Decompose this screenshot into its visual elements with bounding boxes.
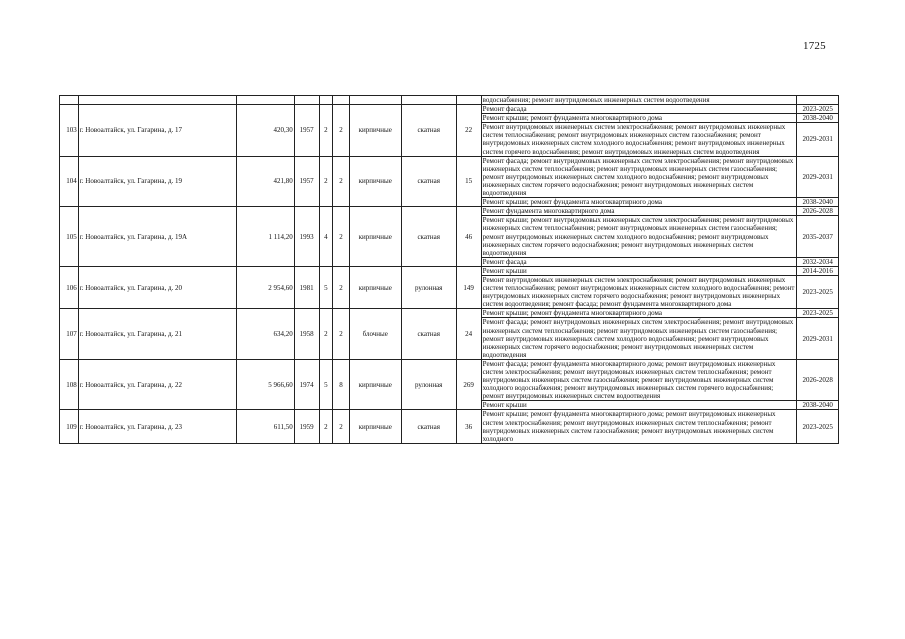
house-address: г. Новоалтайск, ул. Гагарина, д. 19А (78, 207, 236, 267)
work-description: Ремонт крыши; ремонт внутридомовых инженерных систем электроснабжения; ремонт внутридомовых инженерных систем теплоснабжения; ремонт внутридомовых инженерных систем газоснабжения; ремонт внутридомовых инженерных систем холодного водоснабжения; ремонт внутридомовых инженерных систем горячего водоснабжения; ремонт внутридомовых инженерных систем водоотведения (481, 216, 797, 257)
row-number: 104 (60, 156, 79, 207)
floor-count: 4 (319, 207, 333, 267)
floor-count (319, 96, 333, 105)
table-row (60, 410, 839, 443)
work-description: Ремонт фундамента многоквартирного дома (481, 207, 797, 216)
wall-material: кирпичные (349, 410, 401, 443)
wall-material: кирпичные (349, 105, 401, 157)
roof-type: скатная (401, 309, 456, 360)
build-year: 1957 (294, 105, 319, 157)
roof-type: скатная (401, 156, 456, 207)
work-description: Ремонт крыши; ремонт фундамента многоквартирного дома (481, 309, 797, 318)
entrance-count: 2 (333, 309, 350, 360)
floor-count: 5 (319, 266, 333, 308)
entrance-count: 2 (333, 410, 350, 443)
work-period: 2038-2040 (797, 198, 839, 207)
row-number: 108 (60, 359, 79, 410)
resident-count: 269 (456, 359, 481, 410)
table-body (60, 96, 839, 444)
build-year: 1993 (294, 207, 319, 267)
wall-material: кирпичные (349, 156, 401, 207)
house-address: г. Новоалтайск, ул. Гагарина, д. 23 (78, 410, 236, 443)
roof-type: рулонная (401, 359, 456, 410)
work-description: Ремонт фасада; ремонт фундамента многоквартирного дома; ремонт внутридомовых инженерных систем электроснабжения; ремонт внутридомовых инженерных систем теплоснабжения; ремонт внутридомовых инженерных систем газоснабжения; ремонт внутридомовых инженерных систем холодного водоснабжения; ремонт внутридомовых инженерных систем горячего водоснабжения; ремонт внутридомовых инженерных систем водоотведения (481, 359, 797, 400)
work-period: 2029-2031 (797, 123, 839, 156)
table-row (60, 207, 839, 216)
entrance-count: 8 (333, 359, 350, 410)
work-period: 2026-2028 (797, 359, 839, 400)
build-year: 1958 (294, 309, 319, 360)
work-description: Ремонт внутридомовых инженерных систем электроснабжения; ремонт внутридомовых инженерных систем теплоснабжения; ремонт внутридомовых инженерных систем холодного водоснабжения; ремонт внутридомовых инженерных систем горячего водоснабжения; ремонт внутридомовых инженерных систем водоотведения; ремонт фасада; ремонт фундамента многоквартирного дома (481, 275, 797, 308)
resident-count: 36 (456, 410, 481, 443)
total-area: 5 966,60 (236, 359, 294, 410)
work-period: 2029-2031 (797, 318, 839, 359)
resident-count: 149 (456, 266, 481, 308)
entrance-count: 2 (333, 207, 350, 267)
row-number: 103 (60, 105, 79, 157)
work-period: 2032-2034 (797, 257, 839, 266)
build-year: 1981 (294, 266, 319, 308)
work-description: Ремонт крыши; ремонт фундамента многоквартирного дома (481, 198, 797, 207)
work-description: Ремонт крыши (481, 266, 797, 275)
work-period: 2014-2016 (797, 266, 839, 275)
work-description: Ремонт фасада; ремонт внутридомовых инженерных систем электроснабжения; ремонт внутридомовых инженерных систем теплоснабжения; ремонт внутридомовых инженерных систем газоснабжения; ремонт внутридомовых инженерных систем холодного водоснабжения; ремонт внутридомовых инженерных систем горячего водоснабжения; ремонт внутридомовых инженерных систем водоотведения (481, 156, 797, 197)
wall-material: кирпичные (349, 266, 401, 308)
house-address: г. Новоалтайск, ул. Гагарина, д. 19 (78, 156, 236, 207)
build-year: 1959 (294, 410, 319, 443)
house-address: г. Новоалтайск, ул. Гагарина, д. 17 (78, 105, 236, 157)
row-number: 106 (60, 266, 79, 308)
floor-count: 5 (319, 359, 333, 410)
work-description: Ремонт фасада; ремонт внутридомовых инженерных систем электроснабжения; ремонт внутридомовых инженерных систем теплоснабжения; ремонт внутридомовых инженерных систем газоснабжения; ремонт внутридомовых инженерных систем холодного водоснабжения; ремонт внутридомовых инженерных систем горячего водоснабжения; ремонт внутридомовых инженерных систем водоотведения (481, 318, 797, 359)
work-description: водоснабжения; ремонт внутридомовых инженерных систем водоотведения (481, 96, 797, 105)
build-year: 1974 (294, 359, 319, 410)
table-row (60, 359, 839, 400)
total-area: 421,80 (236, 156, 294, 207)
total-area: 611,50 (236, 410, 294, 443)
house-address: г. Новоалтайск, ул. Гагарина, д. 21 (78, 309, 236, 360)
work-period: 2038-2040 (797, 114, 839, 123)
roof-type (401, 96, 456, 105)
total-area: 1 114,20 (236, 207, 294, 267)
table-row (60, 156, 839, 197)
floor-count: 2 (319, 156, 333, 207)
entrance-count: 2 (333, 156, 350, 207)
work-description: Ремонт крыши (481, 401, 797, 410)
roof-type: скатная (401, 105, 456, 157)
work-period: 2023-2025 (797, 410, 839, 443)
total-area: 2 954,60 (236, 266, 294, 308)
work-period: 2023-2025 (797, 309, 839, 318)
build-year (294, 96, 319, 105)
resident-count (456, 96, 481, 105)
roof-type: скатная (401, 207, 456, 267)
row-number: 107 (60, 309, 79, 360)
work-period: 2029-2031 (797, 156, 839, 197)
work-period: 2026-2028 (797, 207, 839, 216)
house-address: г. Новоалтайск, ул. Гагарина, д. 20 (78, 266, 236, 308)
wall-material (349, 96, 401, 105)
total-area: 634,20 (236, 309, 294, 360)
wall-material: кирпичные (349, 359, 401, 410)
work-period: 2038-2040 (797, 401, 839, 410)
table-row (60, 266, 839, 275)
row-number: 105 (60, 207, 79, 267)
work-period: 2035-2037 (797, 216, 839, 257)
table-row (60, 105, 839, 114)
resident-count: 46 (456, 207, 481, 267)
table-row (60, 309, 839, 318)
wall-material: блочные (349, 309, 401, 360)
wall-material: кирпичные (349, 207, 401, 267)
total-area: 420,30 (236, 105, 294, 157)
floor-count: 2 (319, 105, 333, 157)
row-number: 109 (60, 410, 79, 443)
build-year: 1957 (294, 156, 319, 207)
resident-count: 15 (456, 156, 481, 207)
house-address: г. Новоалтайск, ул. Гагарина, д. 22 (78, 359, 236, 410)
entrance-count: 2 (333, 105, 350, 157)
house-address (78, 96, 236, 105)
work-period: 2023-2025 (797, 275, 839, 308)
roof-type: скатная (401, 410, 456, 443)
work-description: Ремонт внутридомовых инженерных систем электроснабжения; ремонт внутридомовых инженерных систем теплоснабжения; ремонт внутридомовых инженерных систем газоснабжения; ремонт внутридомовых инженерных систем холодного водоснабжения; ремонт внутридомовых инженерных систем горячего водоснабжения; ремонт внутридомовых инженерных систем водоотведения (481, 123, 797, 156)
repair-schedule-table (59, 95, 839, 444)
page-number: 1725 (803, 40, 826, 52)
entrance-count (333, 96, 350, 105)
work-description: Ремонт фасада (481, 257, 797, 266)
work-period: 2023-2025 (797, 105, 839, 114)
floor-count: 2 (319, 410, 333, 443)
work-description: Ремонт фасада (481, 105, 797, 114)
entrance-count: 2 (333, 266, 350, 308)
floor-count: 2 (319, 309, 333, 360)
resident-count: 24 (456, 309, 481, 360)
work-description: Ремонт крыши; ремонт фундамента многоквартирного дома; ремонт внутридомовых инженерных систем электроснабжения; ремонт внутридомовых инженерных систем теплоснабжения; ремонт внутридомовых инженерных систем газоснабжения; ремонт внутридомовых инженерных систем холодного (481, 410, 797, 443)
work-period (797, 96, 839, 105)
resident-count: 22 (456, 105, 481, 157)
row-number (60, 96, 79, 105)
table-row (60, 96, 839, 105)
roof-type: рулонная (401, 266, 456, 308)
total-area (236, 96, 294, 105)
work-description: Ремонт крыши; ремонт фундамента многоквартирного дома (481, 114, 797, 123)
